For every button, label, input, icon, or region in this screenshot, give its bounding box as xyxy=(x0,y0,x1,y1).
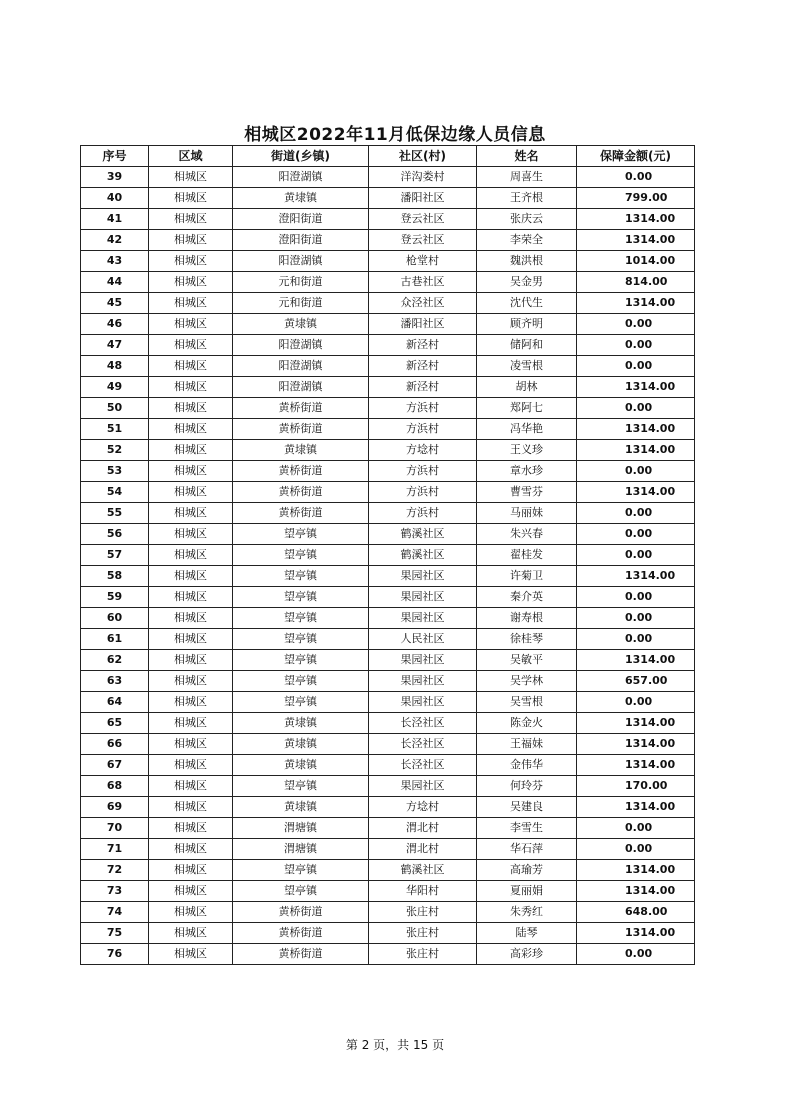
cell-region: 相城区 xyxy=(149,524,233,545)
cell-street: 黄埭镇 xyxy=(233,188,369,209)
cell-community: 果园社区 xyxy=(369,776,477,797)
cell-region: 相城区 xyxy=(149,797,233,818)
cell-index: 48 xyxy=(81,356,149,377)
cell-amount: 1314.00 xyxy=(577,881,695,902)
cell-index: 58 xyxy=(81,566,149,587)
table-row xyxy=(81,713,695,734)
cell-community: 方浜村 xyxy=(369,503,477,524)
cell-community: 张庄村 xyxy=(369,902,477,923)
cell-amount: 1314.00 xyxy=(577,482,695,503)
cell-name: 李雪生 xyxy=(477,818,577,839)
cell-index: 70 xyxy=(81,818,149,839)
cell-name: 高彩珍 xyxy=(477,944,577,965)
table-header-row xyxy=(81,146,695,167)
cell-region: 相城区 xyxy=(149,440,233,461)
cell-region: 相城区 xyxy=(149,713,233,734)
cell-region: 相城区 xyxy=(149,692,233,713)
cell-amount: 1314.00 xyxy=(577,419,695,440)
cell-street: 黄桥街道 xyxy=(233,482,369,503)
cell-street: 黄桥街道 xyxy=(233,461,369,482)
cell-name: 张庆云 xyxy=(477,209,577,230)
cell-street: 望亭镇 xyxy=(233,566,369,587)
cell-name: 沈代生 xyxy=(477,293,577,314)
cell-amount: 1314.00 xyxy=(577,440,695,461)
cell-index: 50 xyxy=(81,398,149,419)
cell-region: 相城区 xyxy=(149,776,233,797)
table-row xyxy=(81,545,695,566)
cell-name: 凌雪根 xyxy=(477,356,577,377)
cell-community: 方埝村 xyxy=(369,440,477,461)
cell-community: 新泾村 xyxy=(369,377,477,398)
cell-street: 望亭镇 xyxy=(233,671,369,692)
cell-community: 新泾村 xyxy=(369,335,477,356)
table-row xyxy=(81,398,695,419)
table-row xyxy=(81,776,695,797)
cell-community: 方埝村 xyxy=(369,797,477,818)
cell-community: 枪堂村 xyxy=(369,251,477,272)
table-row xyxy=(81,650,695,671)
cell-region: 相城区 xyxy=(149,881,233,902)
table-row xyxy=(81,188,695,209)
header-name: 姓名 xyxy=(477,146,577,167)
header-index: 序号 xyxy=(81,146,149,167)
cell-region: 相城区 xyxy=(149,398,233,419)
cell-name: 陈金火 xyxy=(477,713,577,734)
cell-amount: 0.00 xyxy=(577,944,695,965)
cell-street: 黄桥街道 xyxy=(233,923,369,944)
cell-name: 郑阿七 xyxy=(477,398,577,419)
table-row xyxy=(81,314,695,335)
cell-amount: 814.00 xyxy=(577,272,695,293)
cell-community: 方浜村 xyxy=(369,398,477,419)
cell-index: 39 xyxy=(81,167,149,188)
cell-name: 章水珍 xyxy=(477,461,577,482)
cell-community: 鹤溪社区 xyxy=(369,524,477,545)
table-row xyxy=(81,524,695,545)
cell-amount: 0.00 xyxy=(577,398,695,419)
cell-community: 张庄村 xyxy=(369,923,477,944)
cell-street: 元和街道 xyxy=(233,293,369,314)
cell-name: 顾齐明 xyxy=(477,314,577,335)
cell-region: 相城区 xyxy=(149,671,233,692)
cell-street: 渭塘镇 xyxy=(233,818,369,839)
cell-community: 果园社区 xyxy=(369,608,477,629)
cell-region: 相城区 xyxy=(149,566,233,587)
cell-amount: 648.00 xyxy=(577,902,695,923)
cell-region: 相城区 xyxy=(149,629,233,650)
table-row xyxy=(81,902,695,923)
table-row xyxy=(81,356,695,377)
cell-street: 望亭镇 xyxy=(233,629,369,650)
cell-name: 储阿和 xyxy=(477,335,577,356)
cell-street: 澄阳街道 xyxy=(233,230,369,251)
cell-amount: 1314.00 xyxy=(577,734,695,755)
cell-community: 潘阳社区 xyxy=(369,314,477,335)
cell-region: 相城区 xyxy=(149,608,233,629)
cell-amount: 0.00 xyxy=(577,587,695,608)
header-region: 区域 xyxy=(149,146,233,167)
cell-name: 朱秀红 xyxy=(477,902,577,923)
cell-region: 相城区 xyxy=(149,209,233,230)
cell-amount: 0.00 xyxy=(577,839,695,860)
table-row xyxy=(81,335,695,356)
cell-index: 47 xyxy=(81,335,149,356)
cell-street: 黄桥街道 xyxy=(233,944,369,965)
cell-index: 69 xyxy=(81,797,149,818)
cell-index: 52 xyxy=(81,440,149,461)
cell-region: 相城区 xyxy=(149,188,233,209)
cell-name: 冯华艳 xyxy=(477,419,577,440)
cell-name: 朱兴春 xyxy=(477,524,577,545)
cell-name: 马丽妹 xyxy=(477,503,577,524)
cell-amount: 1314.00 xyxy=(577,797,695,818)
cell-amount: 1314.00 xyxy=(577,755,695,776)
cell-amount: 0.00 xyxy=(577,356,695,377)
cell-index: 55 xyxy=(81,503,149,524)
cell-street: 望亭镇 xyxy=(233,608,369,629)
cell-index: 60 xyxy=(81,608,149,629)
cell-name: 华石萍 xyxy=(477,839,577,860)
cell-index: 46 xyxy=(81,314,149,335)
cell-street: 黄埭镇 xyxy=(233,797,369,818)
cell-index: 75 xyxy=(81,923,149,944)
cell-street: 望亭镇 xyxy=(233,524,369,545)
cell-index: 76 xyxy=(81,944,149,965)
header-street: 街道(乡镇) xyxy=(233,146,369,167)
cell-index: 63 xyxy=(81,671,149,692)
cell-amount: 1314.00 xyxy=(577,923,695,944)
cell-region: 相城区 xyxy=(149,377,233,398)
cell-region: 相城区 xyxy=(149,734,233,755)
cell-street: 黄桥街道 xyxy=(233,398,369,419)
cell-street: 黄桥街道 xyxy=(233,503,369,524)
table-row xyxy=(81,944,695,965)
cell-index: 54 xyxy=(81,482,149,503)
cell-index: 71 xyxy=(81,839,149,860)
cell-community: 渭北村 xyxy=(369,839,477,860)
cell-community: 果园社区 xyxy=(369,692,477,713)
cell-community: 登云社区 xyxy=(369,209,477,230)
cell-region: 相城区 xyxy=(149,167,233,188)
cell-community: 果园社区 xyxy=(369,671,477,692)
header-community: 社区(村) xyxy=(369,146,477,167)
cell-street: 元和街道 xyxy=(233,272,369,293)
cell-region: 相城区 xyxy=(149,755,233,776)
cell-amount: 0.00 xyxy=(577,314,695,335)
cell-name: 王义珍 xyxy=(477,440,577,461)
cell-community: 方浜村 xyxy=(369,461,477,482)
cell-community: 鹤溪社区 xyxy=(369,860,477,881)
cell-name: 胡林 xyxy=(477,377,577,398)
table-row xyxy=(81,230,695,251)
cell-name: 曹雪芬 xyxy=(477,482,577,503)
cell-region: 相城区 xyxy=(149,230,233,251)
cell-amount: 1314.00 xyxy=(577,377,695,398)
table-row xyxy=(81,755,695,776)
table-row xyxy=(81,566,695,587)
cell-name: 魏洪根 xyxy=(477,251,577,272)
cell-amount: 1314.00 xyxy=(577,860,695,881)
table-row xyxy=(81,839,695,860)
table-row xyxy=(81,671,695,692)
cell-region: 相城区 xyxy=(149,650,233,671)
cell-region: 相城区 xyxy=(149,314,233,335)
document-title: 相城区2022年11月低保边缘人员信息 xyxy=(244,125,546,145)
cell-index: 56 xyxy=(81,524,149,545)
table-row xyxy=(81,692,695,713)
cell-street: 渭塘镇 xyxy=(233,839,369,860)
cell-street: 阳澄湖镇 xyxy=(233,251,369,272)
table-row xyxy=(81,860,695,881)
cell-name: 谢寿根 xyxy=(477,608,577,629)
cell-name: 王福妹 xyxy=(477,734,577,755)
cell-name: 何玲芬 xyxy=(477,776,577,797)
table-row xyxy=(81,482,695,503)
cell-region: 相城区 xyxy=(149,293,233,314)
cell-name: 吴建良 xyxy=(477,797,577,818)
cell-region: 相城区 xyxy=(149,461,233,482)
cell-name: 徐桂琴 xyxy=(477,629,577,650)
table-row xyxy=(81,629,695,650)
cell-community: 登云社区 xyxy=(369,230,477,251)
cell-name: 李荣全 xyxy=(477,230,577,251)
cell-amount: 0.00 xyxy=(577,608,695,629)
cell-amount: 1314.00 xyxy=(577,293,695,314)
cell-index: 67 xyxy=(81,755,149,776)
records-table xyxy=(80,145,695,965)
cell-amount: 1014.00 xyxy=(577,251,695,272)
cell-name: 陆琴 xyxy=(477,923,577,944)
table-row xyxy=(81,377,695,398)
table-row xyxy=(81,461,695,482)
cell-name: 吴雪根 xyxy=(477,692,577,713)
cell-index: 61 xyxy=(81,629,149,650)
cell-region: 相城区 xyxy=(149,902,233,923)
cell-region: 相城区 xyxy=(149,503,233,524)
cell-index: 43 xyxy=(81,251,149,272)
cell-community: 果园社区 xyxy=(369,566,477,587)
cell-street: 黄桥街道 xyxy=(233,902,369,923)
cell-amount: 0.00 xyxy=(577,335,695,356)
cell-community: 方浜村 xyxy=(369,482,477,503)
cell-street: 望亭镇 xyxy=(233,881,369,902)
cell-name: 周喜生 xyxy=(477,167,577,188)
cell-amount: 0.00 xyxy=(577,629,695,650)
table-row xyxy=(81,272,695,293)
cell-amount: 0.00 xyxy=(577,818,695,839)
cell-street: 黄埭镇 xyxy=(233,713,369,734)
cell-name: 吴学林 xyxy=(477,671,577,692)
table-row xyxy=(81,881,695,902)
table-row xyxy=(81,419,695,440)
table-row xyxy=(81,167,695,188)
cell-community: 人民社区 xyxy=(369,629,477,650)
cell-region: 相城区 xyxy=(149,839,233,860)
cell-street: 阳澄湖镇 xyxy=(233,167,369,188)
cell-region: 相城区 xyxy=(149,587,233,608)
table-row xyxy=(81,608,695,629)
cell-amount: 0.00 xyxy=(577,692,695,713)
cell-index: 64 xyxy=(81,692,149,713)
cell-community: 华阳村 xyxy=(369,881,477,902)
cell-street: 望亭镇 xyxy=(233,545,369,566)
cell-index: 44 xyxy=(81,272,149,293)
cell-name: 许菊卫 xyxy=(477,566,577,587)
cell-index: 41 xyxy=(81,209,149,230)
cell-region: 相城区 xyxy=(149,545,233,566)
table-row xyxy=(81,587,695,608)
cell-region: 相城区 xyxy=(149,356,233,377)
cell-index: 53 xyxy=(81,461,149,482)
cell-street: 望亭镇 xyxy=(233,650,369,671)
cell-community: 长泾社区 xyxy=(369,713,477,734)
cell-index: 59 xyxy=(81,587,149,608)
cell-street: 望亭镇 xyxy=(233,692,369,713)
cell-name: 高瑜芳 xyxy=(477,860,577,881)
cell-street: 黄埭镇 xyxy=(233,755,369,776)
cell-amount: 0.00 xyxy=(577,524,695,545)
table-row xyxy=(81,503,695,524)
cell-amount: 1314.00 xyxy=(577,230,695,251)
cell-index: 74 xyxy=(81,902,149,923)
cell-amount: 657.00 xyxy=(577,671,695,692)
cell-index: 66 xyxy=(81,734,149,755)
cell-community: 新泾村 xyxy=(369,356,477,377)
cell-street: 黄埭镇 xyxy=(233,440,369,461)
cell-name: 王齐根 xyxy=(477,188,577,209)
cell-index: 49 xyxy=(81,377,149,398)
cell-community: 张庄村 xyxy=(369,944,477,965)
cell-name: 吴敏平 xyxy=(477,650,577,671)
cell-street: 阳澄湖镇 xyxy=(233,377,369,398)
cell-name: 金伟华 xyxy=(477,755,577,776)
cell-community: 古巷社区 xyxy=(369,272,477,293)
cell-name: 秦介英 xyxy=(477,587,577,608)
cell-index: 72 xyxy=(81,860,149,881)
cell-name: 夏丽娟 xyxy=(477,881,577,902)
cell-region: 相城区 xyxy=(149,251,233,272)
cell-community: 众泾社区 xyxy=(369,293,477,314)
cell-amount: 0.00 xyxy=(577,503,695,524)
cell-amount: 1314.00 xyxy=(577,209,695,230)
header-amount: 保障金额(元) xyxy=(577,146,695,167)
table-row xyxy=(81,440,695,461)
cell-index: 45 xyxy=(81,293,149,314)
cell-index: 57 xyxy=(81,545,149,566)
cell-amount: 1314.00 xyxy=(577,566,695,587)
cell-community: 果园社区 xyxy=(369,650,477,671)
cell-amount: 0.00 xyxy=(577,545,695,566)
cell-index: 73 xyxy=(81,881,149,902)
cell-region: 相城区 xyxy=(149,860,233,881)
cell-name: 吴金男 xyxy=(477,272,577,293)
cell-street: 望亭镇 xyxy=(233,860,369,881)
cell-region: 相城区 xyxy=(149,335,233,356)
table-row xyxy=(81,923,695,944)
cell-community: 洋沟娄村 xyxy=(369,167,477,188)
cell-index: 68 xyxy=(81,776,149,797)
table-row xyxy=(81,209,695,230)
cell-name: 翟桂发 xyxy=(477,545,577,566)
cell-amount: 1314.00 xyxy=(577,713,695,734)
cell-region: 相城区 xyxy=(149,419,233,440)
cell-region: 相城区 xyxy=(149,272,233,293)
cell-amount: 0.00 xyxy=(577,461,695,482)
cell-amount: 0.00 xyxy=(577,167,695,188)
cell-index: 40 xyxy=(81,188,149,209)
table-row xyxy=(81,818,695,839)
table-body xyxy=(81,167,695,965)
cell-community: 渭北村 xyxy=(369,818,477,839)
table-row xyxy=(81,251,695,272)
cell-street: 黄桥街道 xyxy=(233,419,369,440)
table-row xyxy=(81,293,695,314)
cell-region: 相城区 xyxy=(149,818,233,839)
cell-community: 果园社区 xyxy=(369,587,477,608)
cell-index: 51 xyxy=(81,419,149,440)
cell-street: 望亭镇 xyxy=(233,776,369,797)
cell-region: 相城区 xyxy=(149,944,233,965)
cell-community: 方浜村 xyxy=(369,419,477,440)
cell-community: 长泾社区 xyxy=(369,755,477,776)
cell-index: 62 xyxy=(81,650,149,671)
cell-street: 黄埭镇 xyxy=(233,314,369,335)
cell-index: 65 xyxy=(81,713,149,734)
cell-index: 42 xyxy=(81,230,149,251)
cell-street: 望亭镇 xyxy=(233,587,369,608)
cell-street: 黄埭镇 xyxy=(233,734,369,755)
cell-region: 相城区 xyxy=(149,923,233,944)
cell-community: 潘阳社区 xyxy=(369,188,477,209)
cell-street: 阳澄湖镇 xyxy=(233,356,369,377)
cell-amount: 170.00 xyxy=(577,776,695,797)
cell-amount: 1314.00 xyxy=(577,650,695,671)
cell-community: 长泾社区 xyxy=(369,734,477,755)
cell-region: 相城区 xyxy=(149,482,233,503)
table-row xyxy=(81,797,695,818)
cell-community: 鹤溪社区 xyxy=(369,545,477,566)
cell-street: 澄阳街道 xyxy=(233,209,369,230)
page-footer: 第 2 页，共 15 页 xyxy=(345,1038,445,1052)
cell-amount: 799.00 xyxy=(577,188,695,209)
table-row xyxy=(81,734,695,755)
cell-street: 阳澄湖镇 xyxy=(233,335,369,356)
